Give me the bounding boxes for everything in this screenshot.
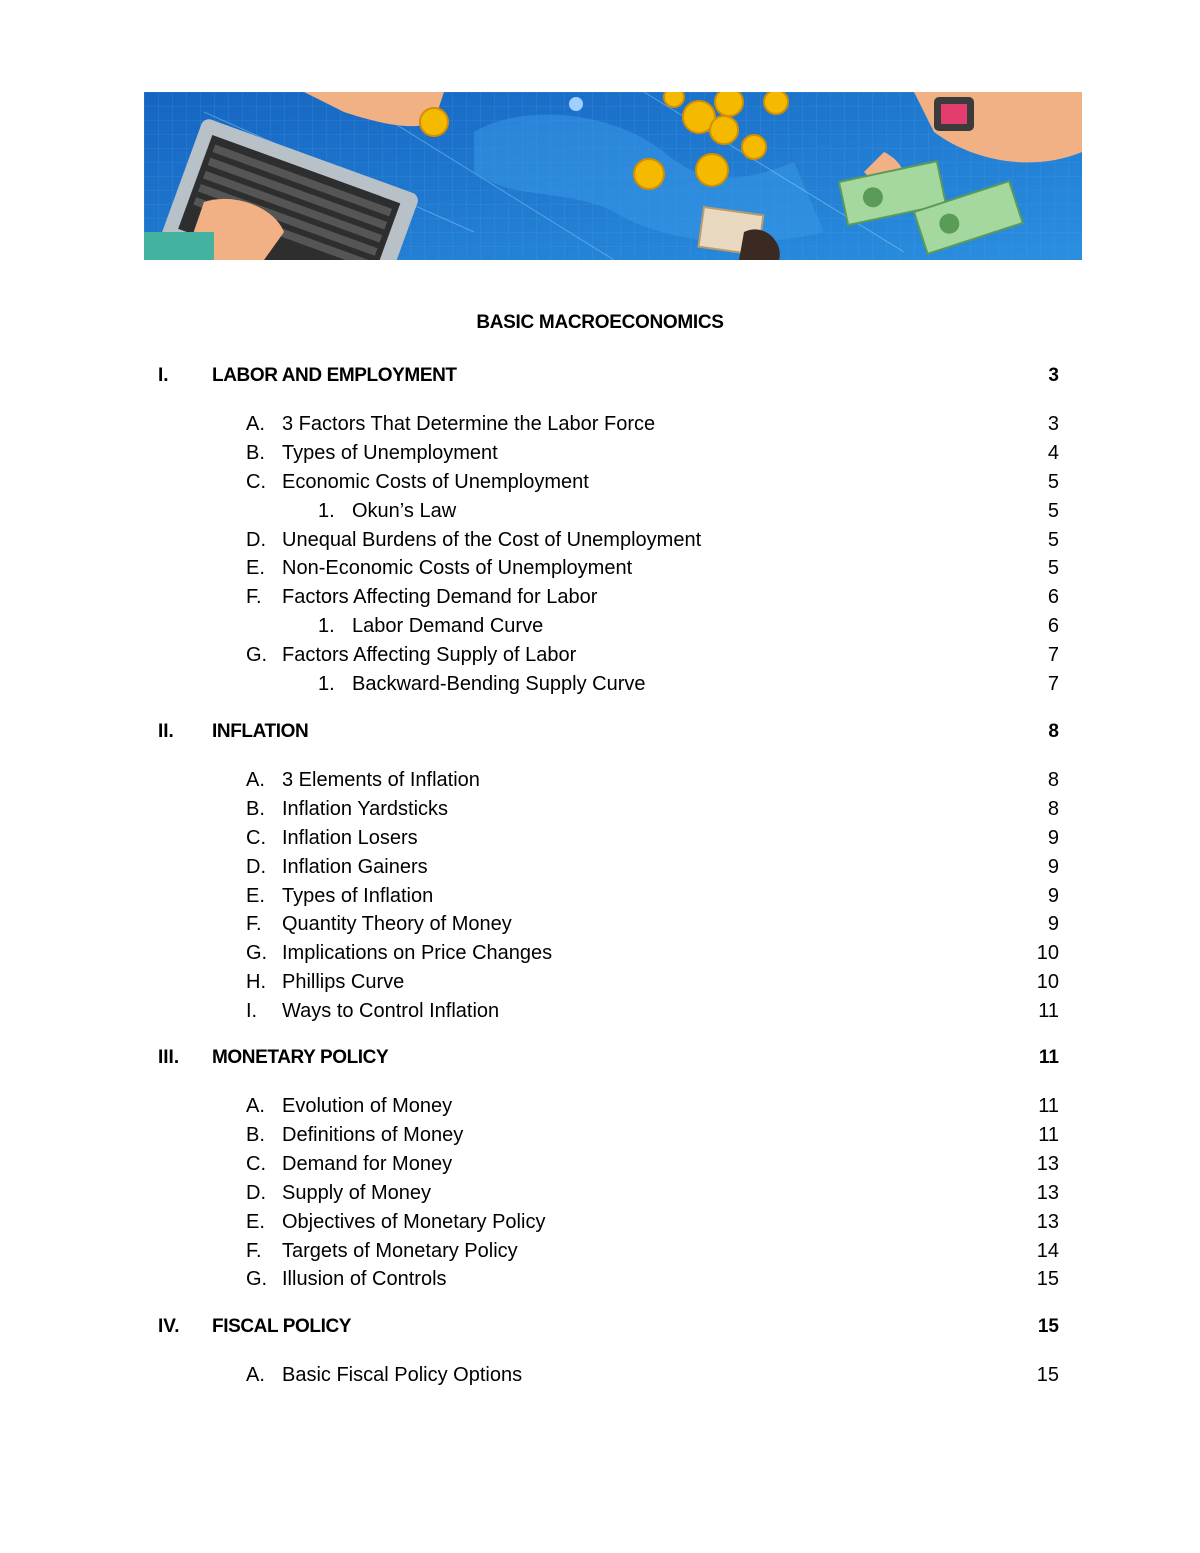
- toc-entry-page: 8: [1047, 769, 1059, 791]
- toc-entry-page: 14: [1036, 1240, 1059, 1262]
- toc-entry-number: D.: [246, 1182, 266, 1204]
- toc-entry: [0, 439, 1200, 467]
- toc-entry-page: 5: [1047, 557, 1059, 579]
- toc-entry-number: E.: [246, 885, 265, 907]
- toc-entry-number: B.: [246, 442, 265, 464]
- toc-entry: [0, 795, 1200, 823]
- toc-entry: [0, 1361, 1200, 1389]
- toc-entry: [0, 1121, 1200, 1149]
- toc-entry: [0, 468, 1200, 496]
- toc-entry-label: Definitions of Money: [282, 1124, 464, 1146]
- toc-entry-label: Inflation Gainers: [282, 856, 428, 878]
- toc-section-label: INFLATION: [212, 721, 309, 742]
- toc-section-number: II.: [158, 721, 174, 742]
- toc-subentry-label: Labor Demand Curve: [352, 615, 544, 637]
- banner-illustration: [144, 92, 1082, 260]
- toc-entry: [0, 641, 1200, 669]
- toc-section-page: 3: [1048, 365, 1059, 386]
- toc-subentry-number: 1.: [318, 615, 335, 637]
- toc-entry-number: E.: [246, 1211, 265, 1233]
- toc-subentry-number: 1.: [318, 500, 335, 522]
- toc-entry-number: H.: [246, 971, 266, 993]
- toc-entry-label: Ways to Control Inflation: [282, 1000, 500, 1022]
- toc-section-number: I.: [158, 365, 169, 386]
- toc-entry-page: 13: [1036, 1153, 1059, 1175]
- toc-subentry-number: 1.: [318, 673, 335, 695]
- toc-entry: [0, 526, 1200, 554]
- toc-section: [0, 362, 1200, 390]
- economy-banner-icon: [144, 92, 1082, 260]
- toc-section-page: 8: [1048, 721, 1059, 742]
- toc-entry-label: Supply of Money: [282, 1182, 431, 1204]
- toc-entry-label: Evolution of Money: [282, 1095, 453, 1117]
- toc-entry-page: 11: [1038, 1124, 1059, 1146]
- toc-entry-label: Unequal Burdens of the Cost of Unemployment: [282, 529, 702, 551]
- toc-section-number: IV.: [158, 1316, 180, 1337]
- toc-section: [0, 1044, 1200, 1072]
- toc-entry: [0, 766, 1200, 794]
- toc-entry: [0, 968, 1200, 996]
- toc-entry: [0, 1179, 1200, 1207]
- toc-entry-page: 9: [1047, 913, 1059, 935]
- toc-entry: [0, 410, 1200, 438]
- toc-subentry-label: Backward-Bending Supply Curve: [352, 673, 646, 695]
- toc-entry-number: G.: [246, 1268, 268, 1290]
- toc-entry: [0, 882, 1200, 910]
- toc-entry-number: A.: [246, 413, 265, 435]
- toc-entry-page: 13: [1036, 1182, 1059, 1204]
- toc-entry-label: Basic Fiscal Policy Options: [282, 1364, 523, 1386]
- toc-subentry-label: Okun’s Law: [352, 500, 457, 522]
- toc-entry-label: 3 Elements of Inflation: [282, 769, 480, 791]
- toc-section-label: FISCAL POLICY: [212, 1316, 352, 1337]
- toc-entry-label: Factors Affecting Demand for Labor: [282, 586, 598, 608]
- toc-entry: [0, 583, 1200, 611]
- toc-section-number: III.: [158, 1047, 180, 1068]
- toc-entry-number: F.: [246, 586, 262, 608]
- toc-entry-number: A.: [246, 769, 265, 791]
- toc-entry-page: 11: [1038, 1095, 1059, 1117]
- toc-entry-number: C.: [246, 471, 266, 493]
- toc-section-page: 11: [1038, 1047, 1059, 1068]
- toc-entry: [0, 1265, 1200, 1293]
- toc-entry: [0, 554, 1200, 582]
- toc-entry-number: D.: [246, 529, 266, 551]
- toc-entry-number: A.: [246, 1364, 265, 1386]
- toc-entry-label: 3 Factors That Determine the Labor Force: [282, 413, 656, 435]
- toc-entry-page: 15: [1036, 1268, 1059, 1290]
- toc-entry-number: B.: [246, 1124, 265, 1146]
- toc-entry-label: Phillips Curve: [282, 971, 405, 993]
- toc-entry-page: 11: [1038, 1000, 1059, 1022]
- toc-entry-page: 7: [1047, 644, 1059, 666]
- toc-entry-label: Illusion of Controls: [282, 1268, 447, 1290]
- toc-entry-page: 5: [1047, 471, 1059, 493]
- toc-entry-number: I.: [246, 1000, 258, 1022]
- toc-entry-label: Types of Unemployment: [282, 442, 498, 464]
- toc-entry: [0, 824, 1200, 852]
- toc-entry-number: A.: [246, 1095, 265, 1117]
- toc-subentry-page: 6: [1047, 615, 1059, 637]
- toc-entry-number: F.: [246, 913, 262, 935]
- toc-entry-page: 10: [1036, 942, 1059, 964]
- toc-entry-number: G.: [246, 644, 268, 666]
- toc-entry-label: Inflation Yardsticks: [282, 798, 449, 820]
- toc-subentry: [0, 670, 1200, 698]
- toc-entry: [0, 1237, 1200, 1265]
- toc-entry-number: F.: [246, 1240, 262, 1262]
- toc-section: [0, 718, 1200, 746]
- toc-entry-label: Types of Inflation: [282, 885, 434, 907]
- toc-entry-number: E.: [246, 557, 265, 579]
- toc-entry-page: 8: [1047, 798, 1059, 820]
- toc-entry-label: Factors Affecting Supply of Labor: [282, 644, 577, 666]
- toc-subentry: [0, 612, 1200, 640]
- toc-entry: [0, 1150, 1200, 1178]
- document-title: BASIC MACROECONOMICS: [476, 312, 724, 333]
- toc-entry: [0, 910, 1200, 938]
- toc-entry-number: D.: [246, 856, 266, 878]
- toc-entry-number: B.: [246, 798, 265, 820]
- toc-entry-page: 13: [1036, 1211, 1059, 1233]
- toc-entry-label: Objectives of Monetary Policy: [282, 1211, 546, 1233]
- toc-section: [0, 1313, 1200, 1341]
- toc-section-page: 15: [1037, 1316, 1059, 1337]
- toc-entry-label: Inflation Losers: [282, 827, 418, 849]
- toc-entry-label: Economic Costs of Unemployment: [282, 471, 589, 493]
- toc-subentry-page: 5: [1047, 500, 1059, 522]
- toc-entry-label: Targets of Monetary Policy: [282, 1240, 518, 1262]
- toc-entry-number: C.: [246, 1153, 266, 1175]
- toc-entry-page: 10: [1036, 971, 1059, 993]
- toc-entry-label: Demand for Money: [282, 1153, 453, 1175]
- toc-entry-page: 6: [1047, 586, 1059, 608]
- toc-entry-page: 15: [1036, 1364, 1059, 1386]
- toc-entry-label: Non-Economic Costs of Unemployment: [282, 557, 633, 579]
- toc-entry-page: 9: [1047, 885, 1059, 907]
- toc-entry-page: 9: [1047, 856, 1059, 878]
- toc-entry: [0, 1092, 1200, 1120]
- toc-section-label: LABOR AND EMPLOYMENT: [212, 365, 457, 386]
- toc-entry-page: 5: [1047, 529, 1059, 551]
- toc-entry-page: 9: [1047, 827, 1059, 849]
- toc-entry: [0, 997, 1200, 1025]
- toc-entry-page: 3: [1047, 413, 1059, 435]
- toc-entry: [0, 853, 1200, 881]
- toc-subentry: [0, 497, 1200, 525]
- toc-entry-number: G.: [246, 942, 268, 964]
- toc-entry: [0, 1208, 1200, 1236]
- toc-subentry-page: 7: [1047, 673, 1059, 695]
- toc-entry-page: 4: [1047, 442, 1059, 464]
- toc-entry-number: C.: [246, 827, 266, 849]
- toc-entry-label: Quantity Theory of Money: [282, 913, 512, 935]
- toc-section-label: MONETARY POLICY: [212, 1047, 389, 1068]
- toc-entry-label: Implications on Price Changes: [282, 942, 553, 964]
- toc-entry: [0, 939, 1200, 967]
